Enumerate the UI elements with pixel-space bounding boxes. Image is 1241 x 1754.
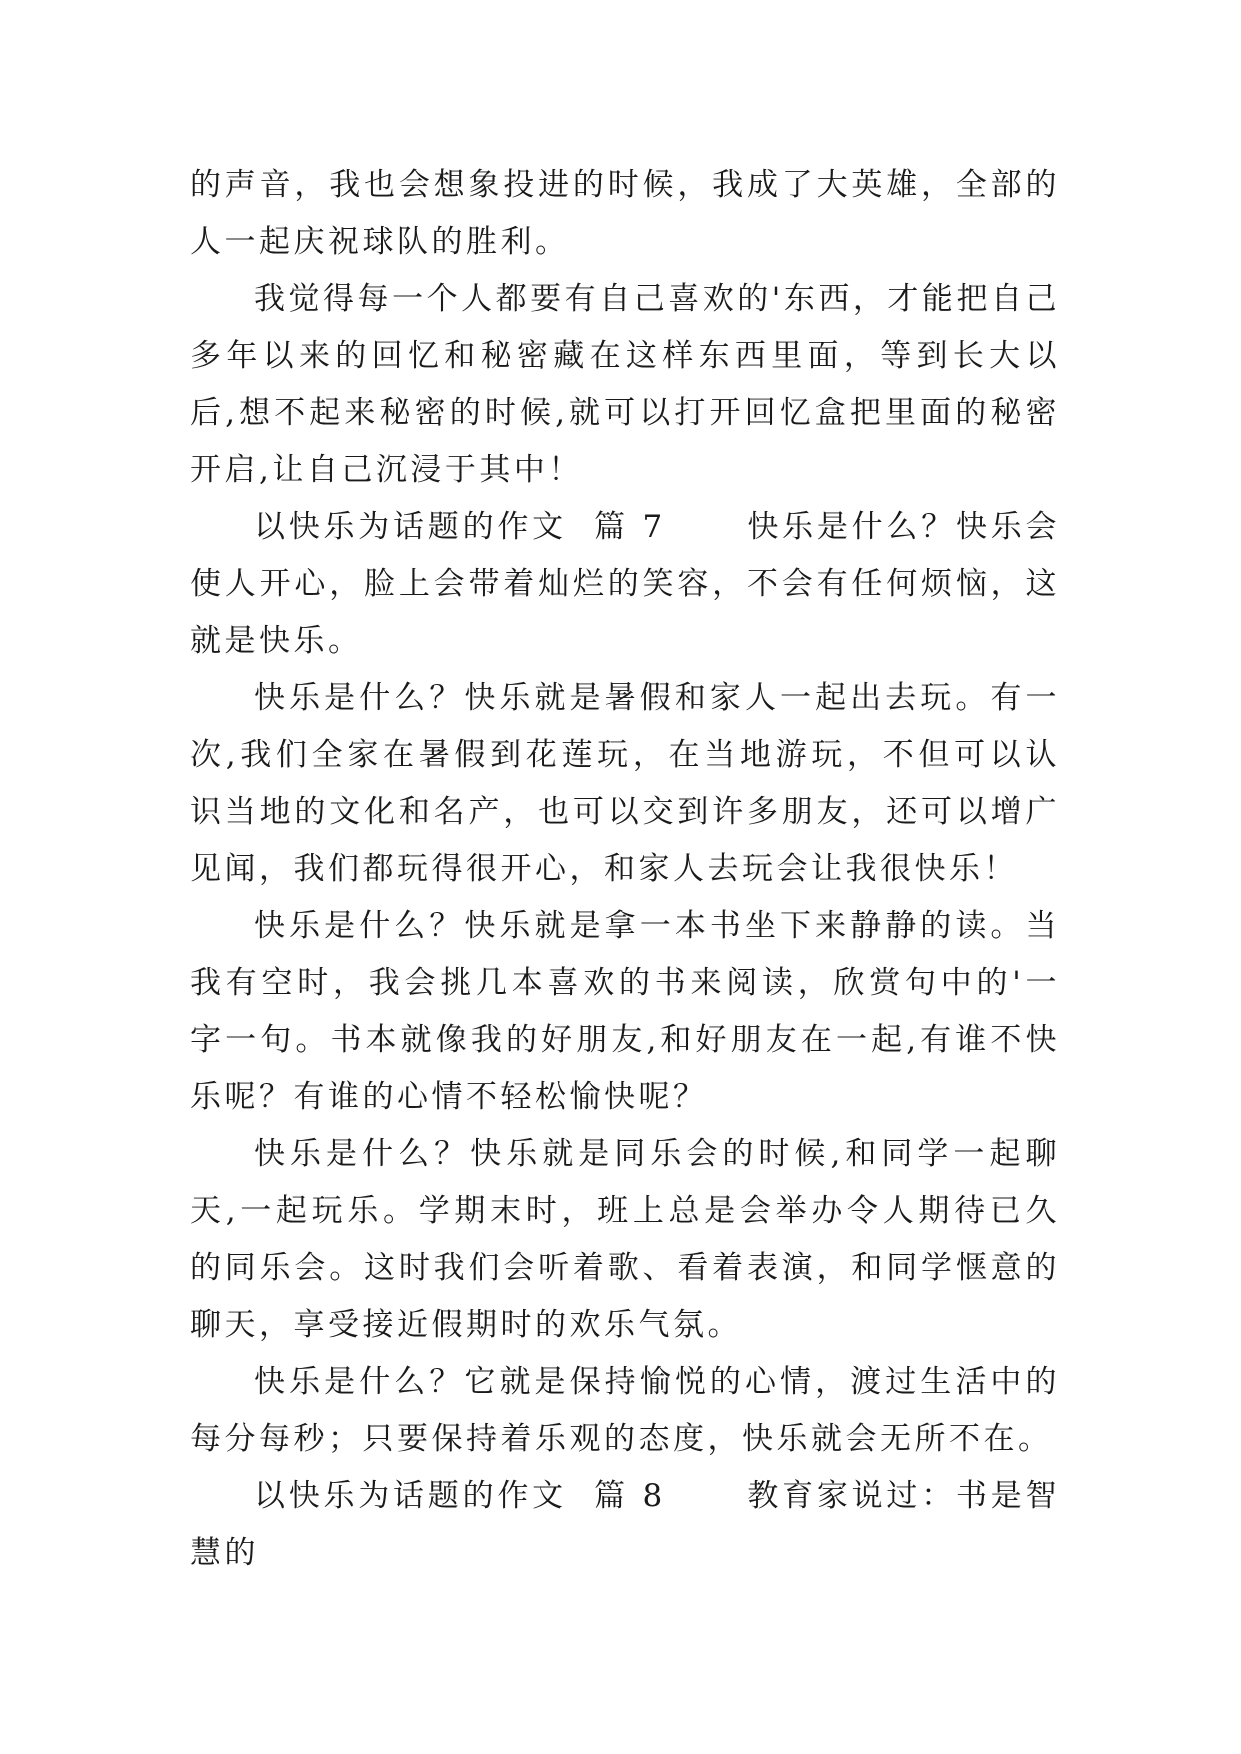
paragraph-essay-8-start: 以快乐为话题的作文 篇 8 教育家说过：书是智慧的 [190, 1478, 1060, 1571]
paragraph-continuation: 的声音，我也会想象投进的时候，我成了大英雄，全部的人一起庆祝球队的胜利。 [190, 167, 1060, 260]
paragraph: 快乐是什么？它就是保持愉悦的心情，渡过生活中的每分每秒；只要保持着乐观的态度，快乐就会无所不在。 [190, 1364, 1060, 1457]
paragraph-essay-7-start: 以快乐为话题的作文 篇 7 快乐是什么？快乐会使人开心，脸上会带着灿烂的笑容，不会有任何烦恼，这就是快乐。 [190, 509, 1060, 659]
essay-body [190, 157, 1060, 1582]
paragraph: 快乐是什么？快乐就是暑假和家人一起出去玩。有一次,我们全家在暑假到花莲玩，在当地游玩，不但可以认识当地的文化和名产，也可以交到许多朋友，还可以增广见闻，我们都玩得很开心，和家人去玩会让我很快乐！ [190, 680, 1060, 887]
paragraph: 快乐是什么？快乐就是同乐会的时候,和同学一起聊天,一起玩乐。学期末时，班上总是会举办令人期待已久的同乐会。这时我们会听着歌、看着表演，和同学惬意的聊天，享受接近假期时的欢乐气氛。 [190, 1136, 1060, 1343]
paragraph: 快乐是什么？快乐就是拿一本书坐下来静静的读。当我有空时，我会挑几本喜欢的书来阅读，欣赏句中的'一字一句。书本就像我的好朋友,和好朋友在一起,有谁不快乐呢？有谁的心情不轻松愉快呢？ [190, 908, 1060, 1115]
paragraph: 我觉得每一个人都要有自己喜欢的'东西，才能把自己多年以来的回忆和秘密藏在这样东西里面，等到长大以后,想不起来秘密的时候,就可以打开回忆盒把里面的秘密开启,让自己沉浸于其中！ [190, 281, 1060, 488]
